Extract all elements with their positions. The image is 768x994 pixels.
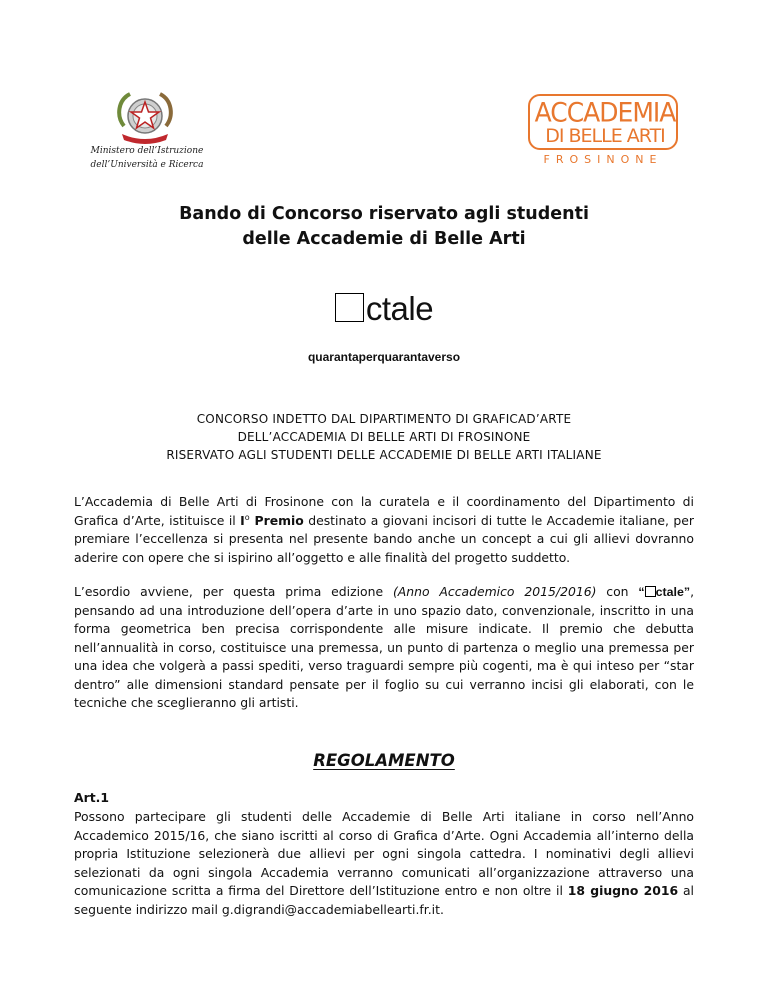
octale-word: ctale [365,290,434,327]
document-title-line1: Bando di Concorso riservato agli studenti [179,204,589,224]
academy-logo-frame [528,94,678,150]
ministry-name-line1: Ministero dell’Istruzione [90,146,204,156]
article-1-text: Possono partecipare gli studenti delle Accademie di Belle Arti italiane in corso nell’Anno Accademico 2015/16, che siano iscritti al corso di Grafica d’Arte. Ogni Accademia all’interno della propria Istituzione selezionerà due allievi per ogni singola cattedra. I nominativi degli allievi selezionati da ogni singola Accademia verranno comunicati all’organizzazione attraverso una comunicazione scritta a firma del Direttore dell’Istituzione entro e non oltre il 18 giugno 2016 al seguente indirizzo mail g.digrandi@accademiabellearti.fr.it. [74,809,695,917]
announcement-line2: DELL’ACCADEMIA DI BELLE ARTI DI FROSINONE [237,430,531,444]
square-icon [335,293,364,322]
intro-paragraph-1: L’Accademia di Belle Arti di Frosinone con la curatela e il coordinamento del Dipartimento di Grafica d’Arte, istituisce il $I^o$ Premio destinato a giovani incisori di tutte le Accademie italiane, per premiare l’eccellenza si presenta nel presente bando anche un concept a cui gli allievi dovranno aderire con opere che si ispirino all’oggetto e alle finalità del progetto suddetto. [74,494,694,565]
academy-logo-line2: DI BELLE ARTI [545,125,665,147]
regolamento-heading: REGOLAMENTO [313,751,455,770]
square-icon [645,586,656,597]
announcement-line1: CONCORSO INDETTO DAL DIPARTIMENTO DI GRAFICAD’ARTE [196,412,572,426]
article-1-title: Art.1 [74,790,109,805]
academy-logo-line1: ACCADEMIA [534,97,676,128]
intro-paragraph-2: L’esordio avviene, per questa prima edizione (Anno Accademico 2015/2016) con “ ctale”, pensando ad una introduzione dell’opera d’arte in uno spazio dato, convenzionale, inscritto in una forma geometrica ben precisa corrispondente alle misure indicate. Il premio che debutta nell’annualità in corso, costituisce una premessa, un punto di partenza o meglio una premessa per una idea che volgerà a passi spediti, verso traguardi sempre più cogenti, ma è qui inteso per “star dentro” alle dimensioni standard pensate per il foglio su cui verranno incisi gli elaborati, con le tecniche che sceglieranno gli artisti. [74,584,695,710]
octale-logo [0,290,768,328]
italian-republic-emblem-icon [110,86,180,148]
announcement-line3: RISERVATO AGLI STUDENTI DELLE ACCADEMIE DI BELLE ARTI ITALIANE [166,448,602,462]
ministry-name-line2: dell’Università e Ricerca [90,160,204,170]
document-title-line2: delle Accademie di Belle Arti [242,229,526,249]
octale-subtitle: quarantaperquarantaverso [307,350,461,364]
academy-logo-city: FROSINONE [543,153,663,166]
